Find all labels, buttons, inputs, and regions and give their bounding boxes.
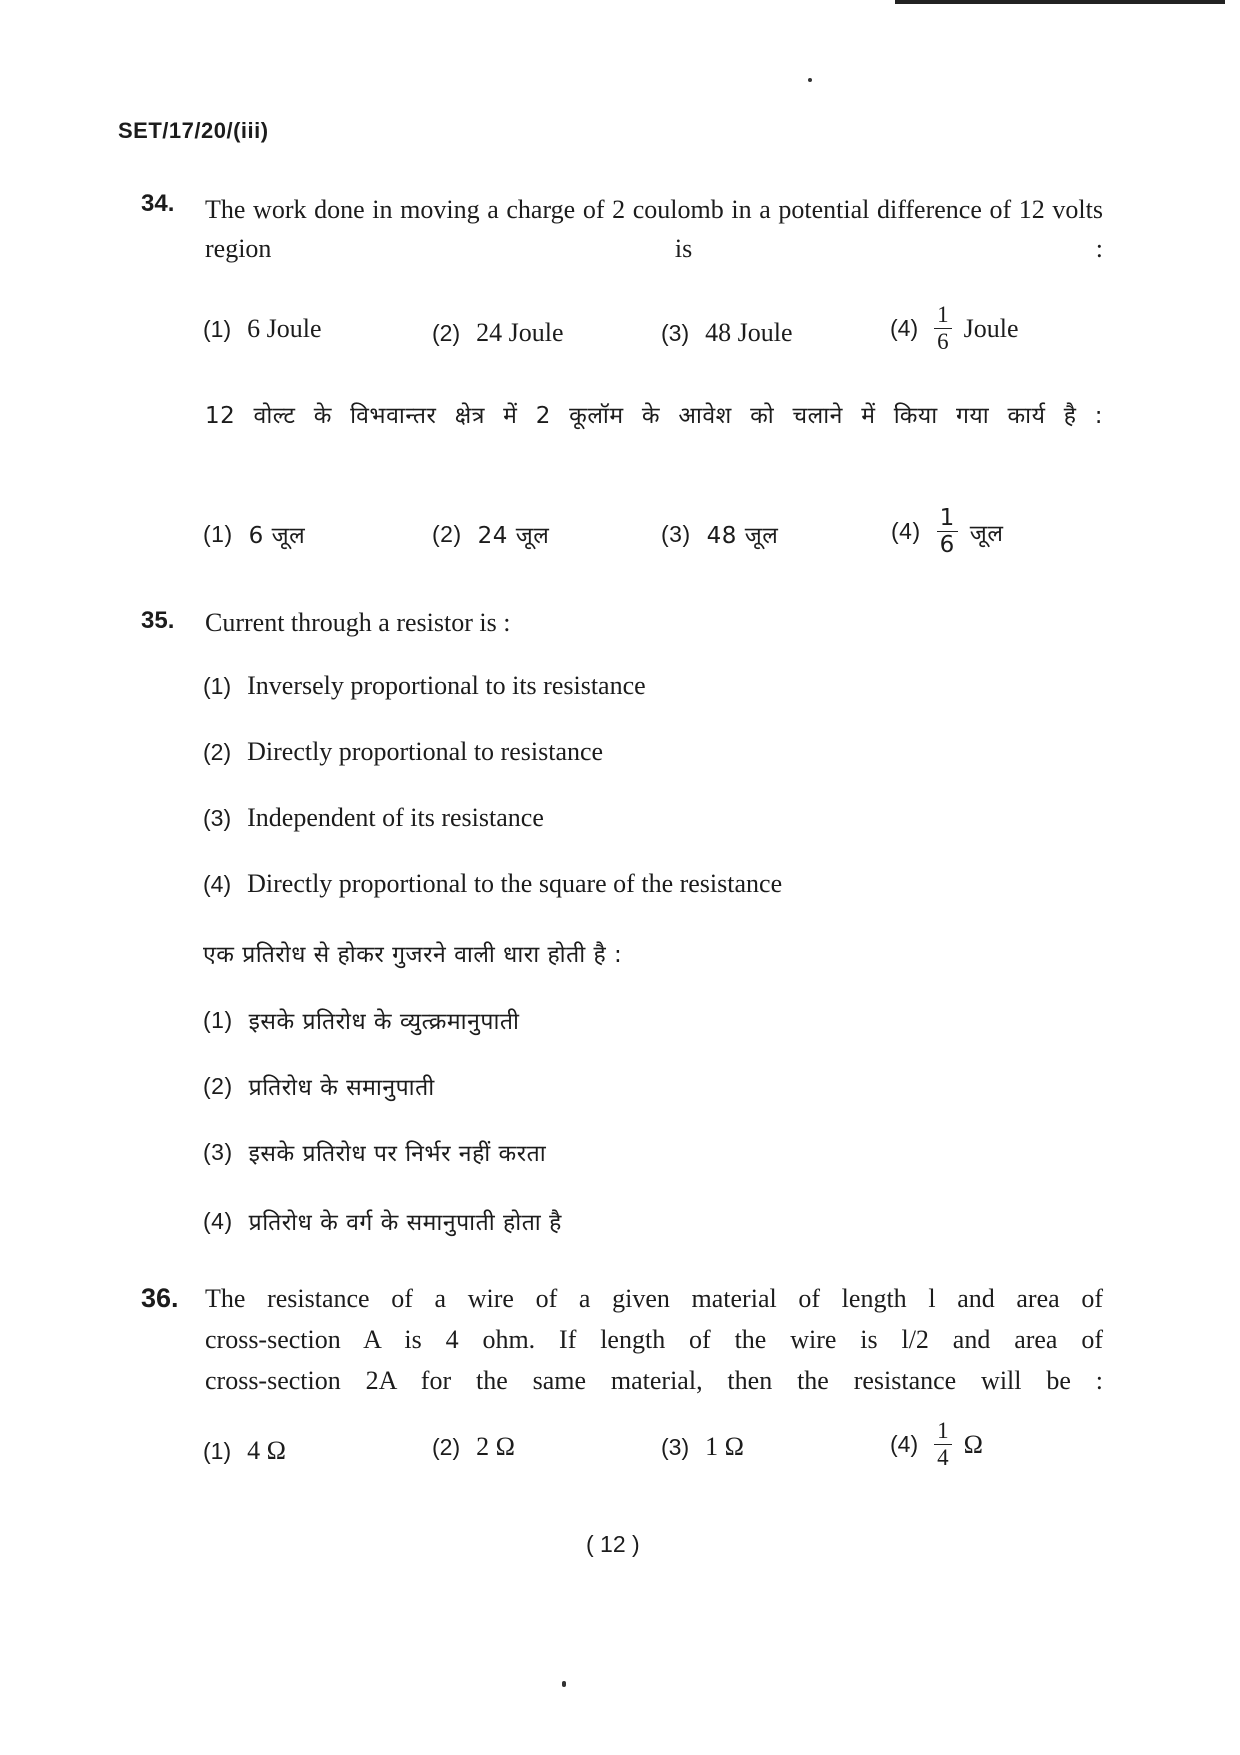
option-text: जूल (969, 520, 1004, 547)
option-text: 24 जूल (477, 523, 550, 549)
q35-option-3-en[interactable] (203, 803, 544, 833)
option-text: 24 Joule (476, 318, 564, 347)
q36-option-3[interactable] (661, 1432, 744, 1462)
fraction-denominator: 6 (937, 329, 949, 354)
fraction (934, 302, 952, 355)
option-number: (1) (203, 315, 232, 342)
option-number: (1) (203, 1437, 232, 1464)
option-number: (4) (891, 518, 921, 544)
q36-option-4[interactable] (890, 1418, 983, 1471)
option-number: (4) (890, 315, 919, 341)
question-35-text-hi: एक प्रतिरोध से होकर गुजरने वाली धारा होती है : (203, 942, 623, 968)
option-number: (3) (661, 319, 690, 346)
fraction-numerator: 1 (934, 302, 952, 329)
top-rule (895, 0, 1225, 4)
option-text: Directly proportional to resistance (247, 737, 604, 766)
set-code: SET/17/20/(iii) (118, 118, 269, 143)
option-text: प्रतिरोध के वर्ग के समानुपाती होता है (248, 1210, 562, 1236)
scan-speck (808, 78, 812, 82)
question-35-text-en: Current through a resistor is : (205, 608, 511, 637)
option-text: 48 Joule (705, 318, 793, 347)
question-36-line-3: cross-section 2A for the same material, then the resistance will be : (205, 1366, 1103, 1395)
q36-option-1[interactable] (203, 1436, 286, 1466)
fraction-denominator: 6 (939, 532, 955, 558)
option-number: (2) (432, 319, 461, 346)
fraction (937, 505, 958, 558)
q34-option-2-en[interactable] (432, 318, 564, 348)
option-text: प्रतिरोध के समानुपाती (248, 1075, 435, 1101)
question-number-34: 34. (141, 190, 175, 217)
q36-option-2[interactable] (432, 1432, 515, 1462)
option-text: 4 Ω (247, 1436, 286, 1465)
question-34-text-en: The work done in moving a charge of 2 coulomb in a potential difference of 12 volts region is : (205, 195, 1103, 263)
option-number: (4) (203, 1207, 233, 1234)
q34-option-1-en[interactable] (203, 314, 322, 344)
option-text: 6 Joule (247, 314, 322, 343)
q34-option-3-en[interactable] (661, 318, 793, 348)
option-number: (1) (203, 520, 233, 547)
option-text: Inversely proportional to its resistance (247, 671, 646, 700)
option-number: (3) (661, 1433, 690, 1460)
option-number: (3) (661, 520, 691, 547)
q35-option-1-hi[interactable] (203, 1004, 520, 1036)
q35-option-2-en[interactable] (203, 737, 603, 767)
fraction-numerator: 1 (937, 505, 958, 532)
question-number-36: 36. (141, 1283, 179, 1313)
option-text: Joule (963, 313, 1019, 343)
option-number: (4) (203, 870, 232, 897)
fraction-denominator: 4 (937, 1445, 949, 1470)
option-text: 1 Ω (705, 1432, 744, 1461)
option-text: इसके प्रतिरोध के व्युत्क्रमानुपाती (248, 1009, 520, 1035)
option-text: 6 जूल (248, 523, 306, 549)
q35-option-1-en[interactable] (203, 671, 646, 701)
q34-option-2-hi[interactable] (432, 518, 549, 550)
q34-option-4-en[interactable] (890, 302, 1019, 355)
option-text: Independent of its resistance (247, 803, 544, 832)
option-text: इसके प्रतिरोध पर निर्भर नहीं करता (248, 1141, 547, 1167)
fraction-numerator: 1 (934, 1418, 952, 1445)
option-number: (2) (432, 1433, 461, 1460)
option-number: (3) (203, 804, 232, 831)
option-number: (2) (432, 520, 462, 547)
option-number: (1) (203, 672, 232, 699)
q34-option-1-hi[interactable] (203, 518, 305, 550)
q34-option-4-hi[interactable] (891, 505, 1003, 558)
option-text: Ω (963, 1429, 983, 1459)
q35-option-4-hi[interactable] (203, 1205, 562, 1237)
option-number: (1) (203, 1006, 233, 1033)
scan-speck (562, 1681, 566, 1687)
question-number-35: 35. (141, 607, 175, 634)
option-text: 48 जूल (706, 523, 779, 549)
option-number: (3) (203, 1138, 233, 1165)
q34-option-3-hi[interactable] (661, 518, 778, 550)
q35-option-4-en[interactable] (203, 869, 782, 899)
option-text: Directly proportional to the square of the resistance (247, 869, 783, 898)
option-number: (2) (203, 738, 232, 765)
option-number: (2) (203, 1072, 233, 1099)
question-36-line-2: cross-section A is 4 ohm. If length of the wire is l/2 and area of (205, 1325, 1103, 1354)
option-text: 2 Ω (476, 1432, 515, 1461)
fraction (934, 1418, 952, 1471)
q35-option-2-hi[interactable] (203, 1070, 435, 1102)
page-number: ( 12 ) (586, 1531, 640, 1557)
option-number: (4) (890, 1431, 919, 1457)
q35-option-3-hi[interactable] (203, 1136, 546, 1168)
question-34-text-hi: 12 वोल्ट के विभवान्तर क्षेत्र में 2 कूलॉम के आवेश को चलाने में किया गया कार्य है : (205, 403, 1103, 429)
question-36-line-1: The resistance of a wire of a given material of length l and area of (205, 1284, 1103, 1313)
